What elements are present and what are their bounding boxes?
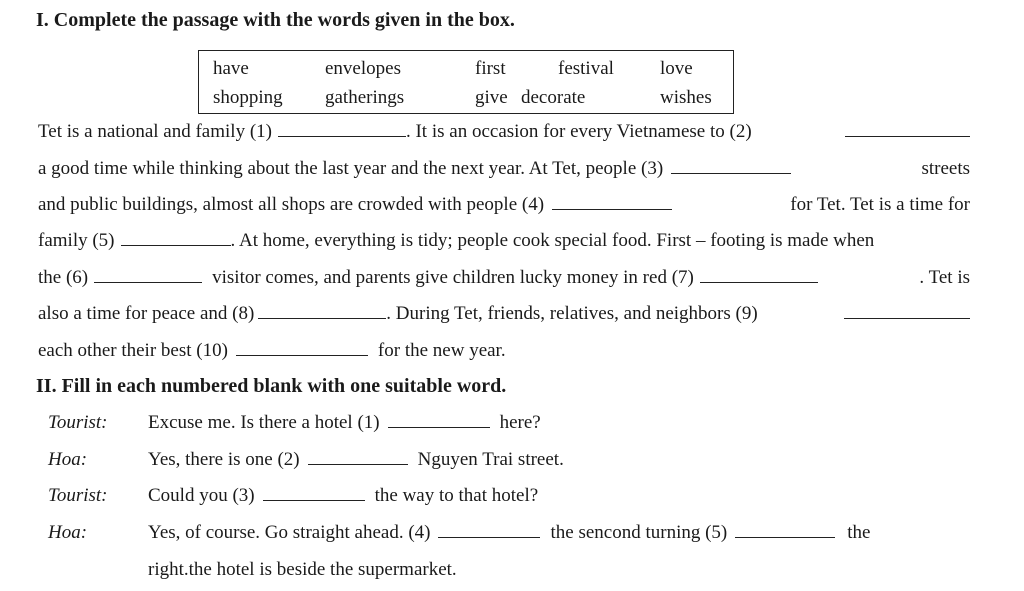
dialogue-text: Yes, of course. Go straight ahead. (4) xyxy=(148,522,431,543)
section-1-heading: I. Complete the passage with the words given in the box. xyxy=(36,9,515,31)
blank-8[interactable] xyxy=(258,304,386,319)
box-word: give xyxy=(475,87,508,108)
dialogue-line xyxy=(148,559,457,581)
dialogue-text: Yes, there is one (2) xyxy=(148,449,300,470)
passage-text: . Tet is xyxy=(919,267,970,288)
dialogue-text: the sencond turning (5) xyxy=(550,522,728,543)
passage-line xyxy=(38,340,970,364)
dialogue-line xyxy=(148,449,564,471)
box-word: festival xyxy=(558,58,614,79)
dialogue-line xyxy=(148,485,538,507)
passage-text: also a time for peace and (8) xyxy=(38,303,255,324)
dialogue-line xyxy=(148,522,870,544)
dialogue-blank-1[interactable] xyxy=(388,413,490,428)
passage-line xyxy=(38,158,970,182)
blank-7[interactable] xyxy=(700,268,818,283)
passage-line xyxy=(38,267,970,291)
dialogue-text: Excuse me. Is there a hotel (1) xyxy=(148,412,380,433)
speaker-label: Tourist: xyxy=(48,412,108,433)
passage-line xyxy=(38,194,970,218)
dialogue-blank-3[interactable] xyxy=(263,486,365,501)
dialogue-blank-2[interactable] xyxy=(308,450,408,465)
blank-2[interactable] xyxy=(845,122,970,137)
passage-text: a good time while thinking about the last year and the next year. At Tet, people (3) xyxy=(38,158,664,179)
dialogue-text: the way to that hotel? xyxy=(374,485,539,506)
passage-line xyxy=(38,230,970,254)
dialogue-text: here? xyxy=(499,412,541,433)
passage-text: for Tet. Tet is a time for xyxy=(790,194,970,215)
blank-1[interactable] xyxy=(278,122,406,137)
blank-3[interactable] xyxy=(671,159,791,174)
passage-text: visitor comes, and parents give children lucky money in red (7) xyxy=(212,267,694,288)
passage-text: streets xyxy=(921,158,970,179)
dialogue-text: Nguyen Trai street. xyxy=(417,449,564,470)
dialogue-text: the xyxy=(847,522,871,543)
blank-4[interactable] xyxy=(552,195,672,210)
passage-text: . At home, everything is tidy; people cook special food. First – footing is made when xyxy=(230,230,875,251)
box-word: have xyxy=(213,58,249,79)
blank-10[interactable] xyxy=(236,341,368,356)
passage-text: and public buildings, almost all shops are crowded with people (4) xyxy=(38,194,545,215)
word-box xyxy=(198,50,734,114)
dialogue-line xyxy=(148,412,541,434)
passage-text: the (6) xyxy=(38,267,89,288)
box-word: wishes xyxy=(660,87,712,108)
passage-text: each other their best (10) xyxy=(38,340,228,361)
passage-text: family (5) xyxy=(38,230,115,251)
dialogue-blank-5[interactable] xyxy=(735,523,835,538)
box-word: decorate xyxy=(521,87,586,108)
dialogue-text: right.the hotel is beside the supermarket. xyxy=(148,559,457,580)
passage-line xyxy=(38,121,970,145)
passage-text: for the new year. xyxy=(377,340,506,361)
passage-text: Tet is a national and family (1) xyxy=(38,121,272,142)
speaker-label: Tourist: xyxy=(48,485,108,506)
speaker-label: Hoa: xyxy=(48,449,88,470)
box-word: shopping xyxy=(213,87,283,108)
passage-text: . During Tet, friends, relatives, and neighbors (9) xyxy=(386,303,758,324)
dialogue-blank-4[interactable] xyxy=(438,523,540,538)
box-word: first xyxy=(475,58,506,79)
speaker-label: Hoa: xyxy=(48,522,88,543)
blank-9[interactable] xyxy=(844,304,970,319)
box-word: gatherings xyxy=(325,87,405,108)
section-2-heading: II. Fill in each numbered blank with one suitable word. xyxy=(36,375,507,397)
blank-5[interactable] xyxy=(121,231,231,246)
dialogue-text: Could you (3) xyxy=(148,485,255,506)
blank-6[interactable] xyxy=(94,268,202,283)
passage-text: . It is an occasion for every Vietnamese to (2) xyxy=(405,121,752,142)
passage-line xyxy=(38,303,970,327)
box-word: love xyxy=(660,58,693,79)
box-word: envelopes xyxy=(325,58,401,79)
